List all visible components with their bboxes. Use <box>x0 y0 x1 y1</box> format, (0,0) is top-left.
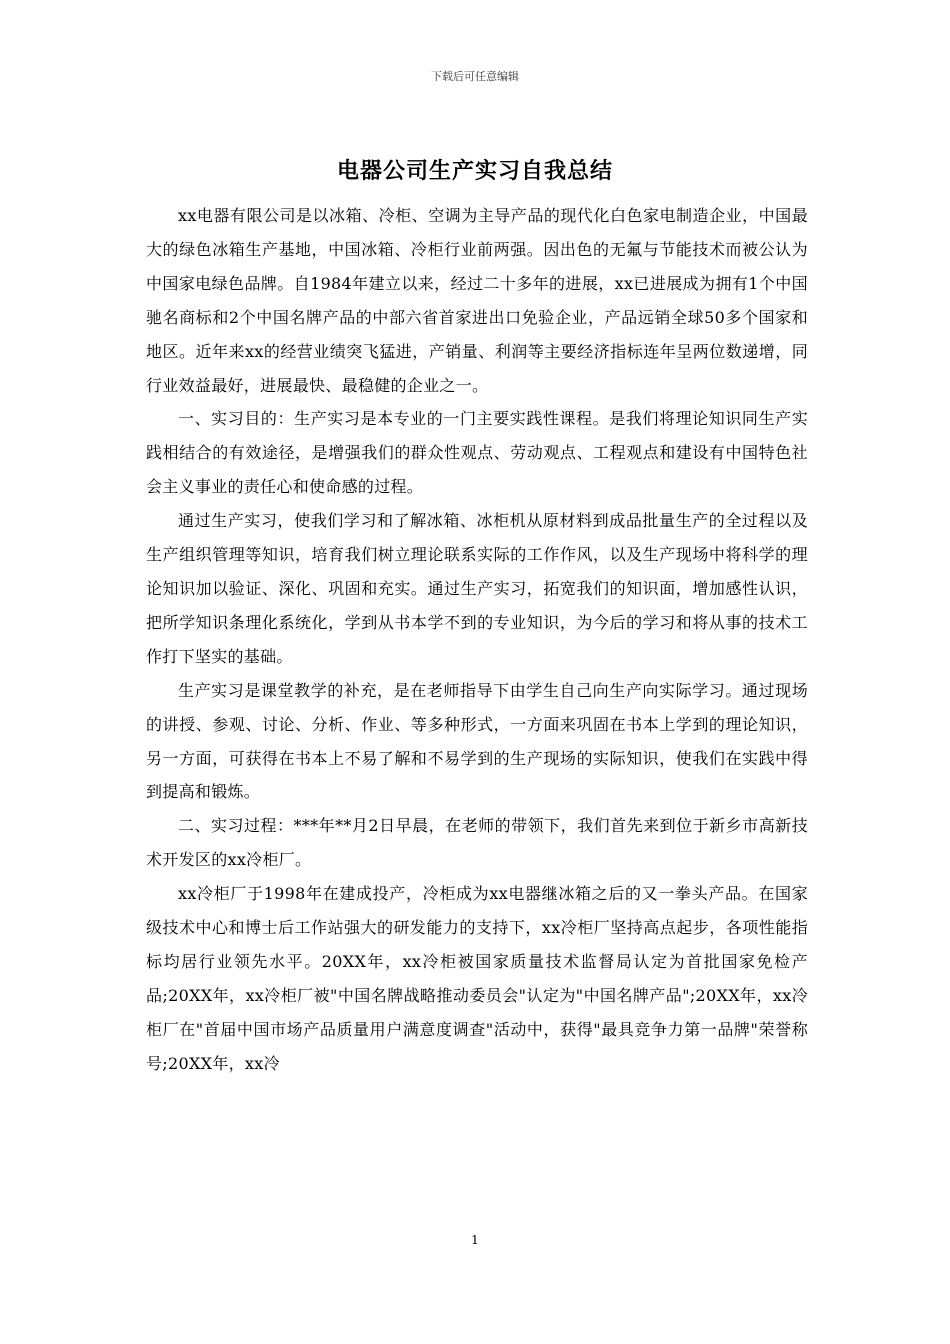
paragraph-freezer-factory: xx冷柜厂于1998年在建成投产，冷柜成为xx电器继冰箱之后的又一拳头产品。在国家级技术中心和博士后工作站强大的研发能力的支持下，xx冷柜厂坚持高点起步，各项性能指标均居行业领先水平。20XX年，xx冷柜被国家质量技术监督局认定为首批国家免检产品;20XX年，xx冷柜厂被"中国名牌战略推动委员会"认定为"中国名牌产品";20XX年，xx冷柜厂在"首届中国市场产品质量用户满意度调查"活动中，获得"最具竞争力第一品牌"荣誉称号;20XX年，xx冷 <box>146 884 808 1073</box>
page-number: 1 <box>471 1233 479 1247</box>
paragraph-practice-supplement: 生产实习是课堂教学的补充，是在老师指导下由学生自己向生产向实际学习。通过现场的讲授、参观、讨论、分析、作业、等多种形式，一方面来巩固在书本上学到的理论知识，另一方面，可获得在书本上不易了解和不易学到的生产现场的实际知识，使我们在实践中得到提高和锻炼。 <box>146 680 808 802</box>
paragraph-company-intro: xx电器有限公司是以冰箱、冷柜、空调为主导产品的现代化白色家电制造企业，中国最大的绿色冰箱生产基地，中国冰箱、冷柜行业前两强。因出色的无氟与节能技术而被公认为中国家电绿色品牌。自1984年建立以来，经过二十多年的进展，xx已进展成为拥有1个中国驰名商标和2个中国名牌产品的中部六省首家进出口免验企业，产品远销全球50多个国家和地区。近年来xx的经营业绩突飞猛进，产销量、利润等主要经济指标连年呈两位数递增，同行业效益最好，进展最快、最稳健的企业之一。 <box>146 206 808 395</box>
document-title: 电器公司生产实习自我总结 <box>336 158 613 184</box>
paragraph-internship-goals: 通过生产实习，使我们学习和了解冰箱、冰柜机从原材料到成品批量生产的全过程以及生产组织管理等知识，培育我们树立理论联系实际的工作作风，以及生产现场中将科学的理论知识加以验证、深化、巩固和充实。通过生产实习，拓宽我们的知识面，增加感性认识，把所学知识条理化系统化，学到从书本学不到的专业知识，为今后的学习和将从事的技术工作打下坚实的基础。 <box>146 511 808 666</box>
document-body <box>146 199 808 1081</box>
header-note: 下载后可任意编辑 <box>431 70 519 83</box>
paragraph-internship-process: 二、实习过程：***年**月2日早晨，在老师的带领下，我们首先来到位于新乡市高新技术开发区的xx冷柜厂。 <box>146 816 808 870</box>
paragraph-internship-purpose: 一、实习目的：生产实习是本专业的一门主要实践性课程。是我们将理论知识同生产实践相结合的有效途径，是增强我们的群众性观点、劳动观点、工程观点和建设有中国特色社会主义事业的责任心和使命感的过程。 <box>146 409 808 497</box>
